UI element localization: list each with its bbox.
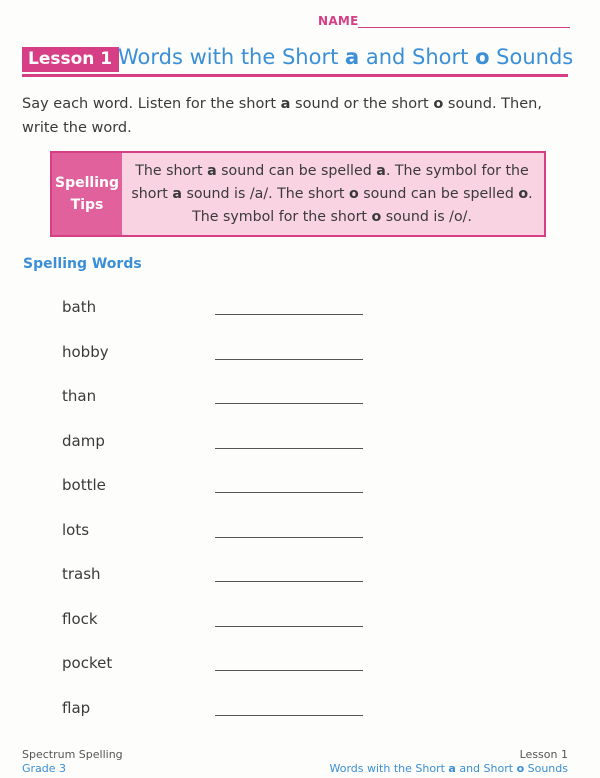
answer-line[interactable] xyxy=(215,314,363,315)
answer-line[interactable] xyxy=(215,448,363,449)
word-row xyxy=(62,521,382,545)
footer-lesson-info xyxy=(330,748,569,776)
word-row xyxy=(62,298,382,322)
name-write-line[interactable] xyxy=(358,27,570,28)
lesson-header xyxy=(22,40,574,82)
answer-line[interactable] xyxy=(215,403,363,404)
word-row xyxy=(62,343,382,367)
answer-line[interactable] xyxy=(215,670,363,671)
answer-line[interactable] xyxy=(215,492,363,493)
spelling-word: than xyxy=(62,387,97,405)
instructions: Say each word. Listen for the short a sound or the short o sound. Then, write the word. xyxy=(22,96,542,136)
answer-line[interactable] xyxy=(215,581,363,582)
spelling-word: bottle xyxy=(62,476,106,494)
answer-line[interactable] xyxy=(215,359,363,360)
name-label: NAME xyxy=(318,14,359,28)
spelling-tips-label: Spelling Tips xyxy=(52,153,122,235)
word-row xyxy=(62,610,382,634)
spelling-tips-box xyxy=(50,151,546,237)
lesson-title: Words with the Short a and Short o Sounds xyxy=(118,45,574,69)
spelling-word: pocket xyxy=(62,654,113,672)
spelling-tips-text: The short a sound can be spelled a. The symbol for the short a sound is /a/. The short o sound can be spelled o. The symbol for the short o sound is /o/. xyxy=(131,163,533,225)
spelling-word: hobby xyxy=(62,343,109,361)
footer-book-info xyxy=(22,748,123,776)
footer-lesson-number: Lesson 1 xyxy=(519,748,568,761)
answer-line[interactable] xyxy=(215,715,363,716)
header-divider xyxy=(22,74,568,77)
spelling-word: flap xyxy=(62,699,91,717)
spelling-word: bath xyxy=(62,298,97,316)
lesson-badge: Lesson 1 xyxy=(22,47,119,72)
word-row xyxy=(62,476,382,500)
word-row xyxy=(62,565,382,589)
spelling-word: flock xyxy=(62,610,98,628)
footer-book-title: Spectrum Spelling xyxy=(22,748,123,761)
word-row xyxy=(62,654,382,678)
name-field xyxy=(318,12,570,32)
word-row xyxy=(62,432,382,456)
word-row xyxy=(62,699,382,723)
word-row xyxy=(62,387,382,411)
footer-grade: Grade 3 xyxy=(22,762,67,775)
answer-line[interactable] xyxy=(215,626,363,627)
footer-lesson-title: Words with the Short a and Short o Sounds xyxy=(329,762,568,775)
spelling-word: trash xyxy=(62,565,101,583)
answer-line[interactable] xyxy=(215,537,363,538)
spelling-word: damp xyxy=(62,432,105,450)
spelling-words-heading: Spelling Words xyxy=(23,256,142,272)
spelling-word: lots xyxy=(62,521,90,539)
